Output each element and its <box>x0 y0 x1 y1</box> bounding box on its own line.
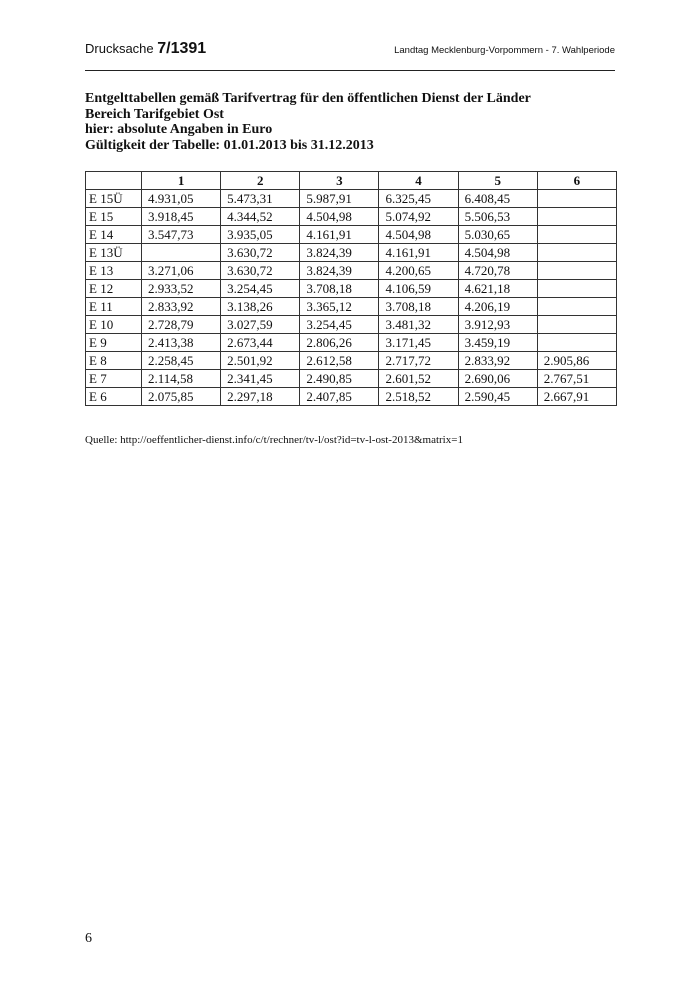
salary-cell <box>537 262 616 280</box>
salary-cell <box>142 244 221 262</box>
table-header-row <box>86 172 617 190</box>
salary-cell <box>537 208 616 226</box>
subtitle-area: Bereich Tarifgebiet Ost <box>85 106 224 122</box>
table-row <box>86 208 617 226</box>
document-number: 7/1391 <box>157 40 207 57</box>
page-number: 6 <box>85 931 92 946</box>
salary-cell: 4.161,91 <box>300 226 379 244</box>
salary-cell: 4.106,59 <box>379 280 458 298</box>
subtitle-validity: Gültigkeit der Tabelle: 01.01.2013 bis 31.12.2013 <box>85 137 374 153</box>
salary-cell: 3.171,45 <box>379 334 458 352</box>
salary-cell: 4.504,98 <box>458 244 537 262</box>
salary-cell: 3.708,18 <box>379 298 458 316</box>
salary-cell: 3.271,06 <box>142 262 221 280</box>
pay-grade-cell: E 7 <box>86 370 142 388</box>
salary-cell: 2.490,85 <box>300 370 379 388</box>
salary-cell <box>537 298 616 316</box>
column-header: 5 <box>458 172 537 190</box>
document-prefix: Drucksache <box>85 41 154 56</box>
column-header <box>86 172 142 190</box>
table-row <box>86 190 617 208</box>
salary-cell: 2.590,45 <box>458 388 537 406</box>
column-header: 1 <box>142 172 221 190</box>
table-row <box>86 370 617 388</box>
salary-cell: 2.518,52 <box>379 388 458 406</box>
pay-grade-cell: E 13 <box>86 262 142 280</box>
salary-cell: 2.297,18 <box>221 388 300 406</box>
salary-cell: 2.833,92 <box>142 298 221 316</box>
column-header: 3 <box>300 172 379 190</box>
salary-cell: 3.459,19 <box>458 334 537 352</box>
pay-grade-cell: E 9 <box>86 334 142 352</box>
salary-cell: 2.601,52 <box>379 370 458 388</box>
table-row <box>86 334 617 352</box>
pay-grade-cell: E 6 <box>86 388 142 406</box>
salary-cell: 3.824,39 <box>300 244 379 262</box>
salary-cell: 4.200,65 <box>379 262 458 280</box>
salary-cell: 5.506,53 <box>458 208 537 226</box>
salary-cell: 5.030,65 <box>458 226 537 244</box>
salary-cell: 2.728,79 <box>142 316 221 334</box>
salary-cell: 3.912,93 <box>458 316 537 334</box>
salary-cell: 3.138,26 <box>221 298 300 316</box>
pay-grade-cell: E 15 <box>86 208 142 226</box>
salary-cell: 2.501,92 <box>221 352 300 370</box>
salary-cell: 3.547,73 <box>142 226 221 244</box>
salary-cell: 3.254,45 <box>221 280 300 298</box>
salary-cell: 2.933,52 <box>142 280 221 298</box>
subtitle-unit: hier: absolute Angaben in Euro <box>85 122 273 137</box>
salary-cell: 2.905,86 <box>537 352 616 370</box>
salary-cell <box>537 244 616 262</box>
document-id <box>85 40 206 58</box>
column-header: 6 <box>537 172 616 190</box>
table-row <box>86 316 617 334</box>
salary-cell: 3.630,72 <box>221 244 300 262</box>
title-line: Entgelttabellen gemäß Tarifvertrag für den öffentlichen Dienst der Länder <box>85 91 531 106</box>
salary-cell: 2.767,51 <box>537 370 616 388</box>
salary-cell: 2.673,44 <box>221 334 300 352</box>
salary-cell: 2.258,45 <box>142 352 221 370</box>
salary-cell: 3.365,12 <box>300 298 379 316</box>
table-row <box>86 352 617 370</box>
pay-grade-cell: E 8 <box>86 352 142 370</box>
title-block <box>85 91 531 153</box>
pay-grade-cell: E 14 <box>86 226 142 244</box>
salary-cell: 5.987,91 <box>300 190 379 208</box>
salary-cell: 4.504,98 <box>379 226 458 244</box>
table-row <box>86 280 617 298</box>
salary-cell: 3.481,32 <box>379 316 458 334</box>
parliament-label: Landtag Mecklenburg-Vorpommern - 7. Wahlperiode <box>394 45 615 56</box>
pay-grade-cell: E 13Ü <box>86 244 142 262</box>
table-body <box>86 190 617 406</box>
salary-cell: 3.918,45 <box>142 208 221 226</box>
table-row <box>86 244 617 262</box>
salary-cell: 4.931,05 <box>142 190 221 208</box>
column-header: 4 <box>379 172 458 190</box>
salary-cell: 2.407,85 <box>300 388 379 406</box>
salary-cell: 2.413,38 <box>142 334 221 352</box>
salary-cell: 4.206,19 <box>458 298 537 316</box>
salary-cell: 2.667,91 <box>537 388 616 406</box>
salary-cell: 4.504,98 <box>300 208 379 226</box>
salary-cell: 2.833,92 <box>458 352 537 370</box>
salary-cell <box>537 334 616 352</box>
salary-cell: 2.075,85 <box>142 388 221 406</box>
salary-cell: 2.806,26 <box>300 334 379 352</box>
pay-grade-cell: E 15Ü <box>86 190 142 208</box>
salary-cell: 5.473,31 <box>221 190 300 208</box>
salary-cell: 4.720,78 <box>458 262 537 280</box>
header-divider <box>85 70 615 71</box>
salary-cell <box>537 190 616 208</box>
salary-cell: 5.074,92 <box>379 208 458 226</box>
table-row <box>86 298 617 316</box>
salary-cell: 6.408,45 <box>458 190 537 208</box>
salary-cell: 2.341,45 <box>221 370 300 388</box>
table-row <box>86 226 617 244</box>
pay-grade-cell: E 10 <box>86 316 142 334</box>
salary-table <box>85 171 617 406</box>
salary-cell: 4.344,52 <box>221 208 300 226</box>
source-note: Quelle: http://oeffentlicher-dienst.info/c/t/rechner/tv-l/ost?id=tv-l-ost-2013&matrix=1 <box>85 434 463 446</box>
salary-cell: 2.690,06 <box>458 370 537 388</box>
salary-cell: 3.027,59 <box>221 316 300 334</box>
table-row <box>86 388 617 406</box>
salary-cell: 3.708,18 <box>300 280 379 298</box>
pay-grade-cell: E 12 <box>86 280 142 298</box>
salary-cell: 6.325,45 <box>379 190 458 208</box>
salary-cell <box>537 280 616 298</box>
pay-grade-cell: E 11 <box>86 298 142 316</box>
salary-cell: 4.621,18 <box>458 280 537 298</box>
salary-cell: 2.717,72 <box>379 352 458 370</box>
table-row <box>86 262 617 280</box>
salary-cell <box>537 226 616 244</box>
salary-cell: 3.935,05 <box>221 226 300 244</box>
salary-cell: 4.161,91 <box>379 244 458 262</box>
salary-cell: 2.114,58 <box>142 370 221 388</box>
salary-cell <box>537 316 616 334</box>
salary-cell: 3.630,72 <box>221 262 300 280</box>
salary-cell: 3.824,39 <box>300 262 379 280</box>
salary-cell: 3.254,45 <box>300 316 379 334</box>
column-header: 2 <box>221 172 300 190</box>
salary-cell: 2.612,58 <box>300 352 379 370</box>
